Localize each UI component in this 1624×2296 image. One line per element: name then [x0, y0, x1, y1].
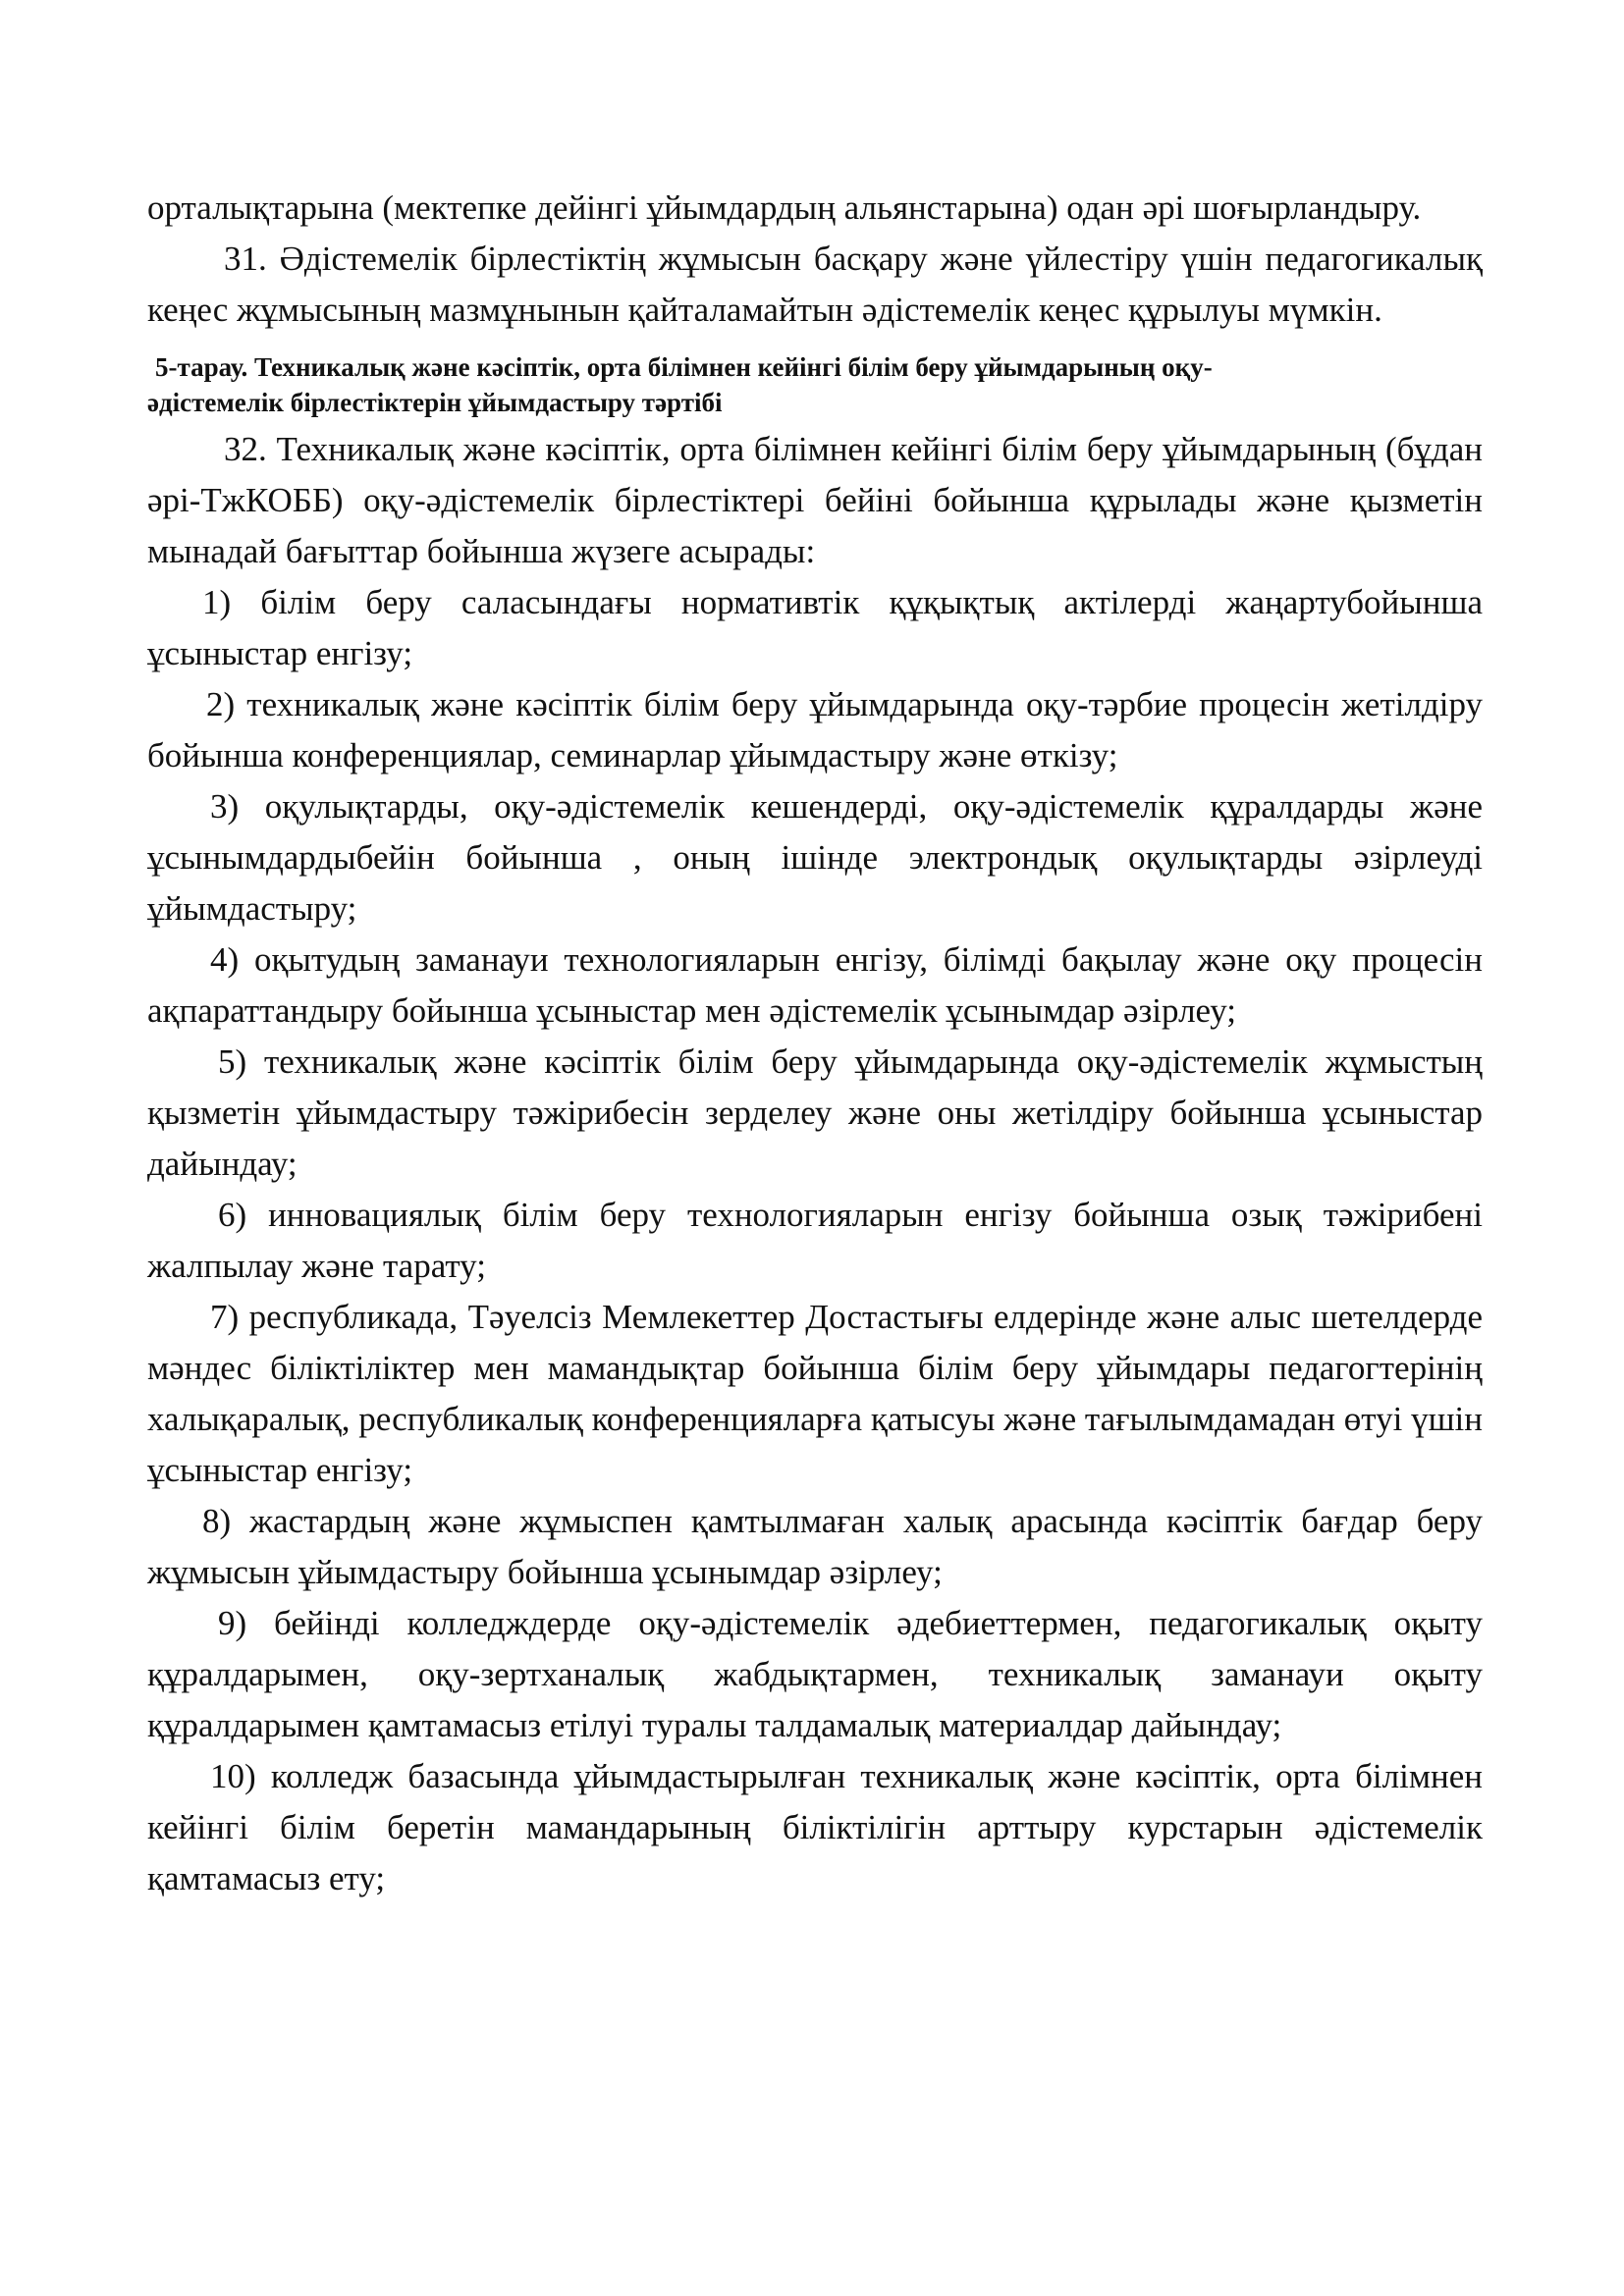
- list-item-10: 10) колледж базасында ұйымдастырылған техникалық және кәсіптік, орта білімнен кейінгі білім беретін мамандарының біліктілігін арттыру курстарын әдістемелік қамтамасыз ету;: [147, 1757, 1483, 1897]
- list-item-4: 4) оқытудың заманауи технологияларын енгізу, білімді бақылау және оқу процесін ақпараттандыру бойынша ұсыныстар мен әдістемелік ұсынымдар әзірлеу;: [147, 940, 1483, 1030]
- list-item-9: 9) бейінді колледждерде оқу-әдістемелік әдебиеттермен, педагогикалық оқыту құралдарымен, оқу-зертханалық жабдықтармен, техникалық заманауи оқыту құралдарымен қамтамасыз етілуі туралы талдамалық материалдар дайындау;: [147, 1604, 1483, 1744]
- list-item-6: 6) инновациялық білім беру технологияларын енгізу бойынша озық тәжірибені жалпылау және тарату;: [147, 1196, 1483, 1285]
- list-item-1: 1) білім беру саласындағы нормативтік құқықтық актілерді жаңартубойынша ұсыныстар енгізу;: [147, 583, 1483, 672]
- list-item-3: 3) оқулықтарды, оқу-әдістемелік кешендерді, оқу-әдістемелік құралдарды және ұсынымдардыбейін бойынша , оның ішінде электрондық оқулықтарды әзірлеуді ұйымдастыру;: [147, 787, 1483, 928]
- section-heading-line2: әдістемелік бірлестіктерін ұйымдастыру тәртібі: [147, 388, 723, 417]
- paragraph-31: 31. Әдістемелік бірлестіктің жұмысын басқару және үйлестіру үшін педагогикалық кеңес жұмысының мазмұнынын қайталамайтын әдістемелік кеңес құрылуы мүмкін.: [147, 240, 1483, 329]
- section-heading-line1: 5-тарау. Техникалық және кәсіптік, орта білімнен кейінгі білім беру ұйымдарының оқу-: [155, 352, 1213, 382]
- list-item-8: 8) жастардың және жұмыспен қамтылмаған халық арасында кәсіптік бағдар беру жұмысын ұйымдастыру бойынша ұсынымдар әзірлеу;: [147, 1502, 1483, 1591]
- section-heading: [147, 349, 1483, 420]
- document-page: [147, 183, 1483, 1904]
- list-item-5: 5) техникалық және кәсіптік білім беру ұйымдарында оқу-әдістемелік жұмыстың қызметін ұйымдастыру тәжірибесін зерделеу және оны жетілдіру бойынша ұсыныстар дайындау;: [147, 1042, 1483, 1183]
- paragraph-32: 32. Техникалық және кәсіптік, орта білімнен кейінгі білім беру ұйымдарының (бұдан әрі-ТжКОББ) оқу-әдістемелік бірлестіктері бейіні бойынша құрылады және қызметін мынадай бағыттар бойынша жүзеге асырады:: [147, 430, 1483, 570]
- list-item-2: 2) техникалық және кәсіптік білім беру ұйымдарында оқу-тәрбие процесін жетілдіру бойынша конференциялар, семинарлар ұйымдастыру және өткізу;: [147, 685, 1483, 774]
- paragraph-continuation: орталықтарына (мектепке дейінгі ұйымдардың альянстарына) одан әрі шоғырландыру.: [147, 188, 1422, 227]
- list-item-7: 7) республикада, Тәуелсіз Мемлекеттер Достастығы елдерінде және алыс шетелдерде мәндес біліктіліктер мен мамандықтар бойынша білім беру ұйымдары педагогтерінің халықаралық, республикалық конференцияларға қатысуы және тағылымдамадан өтуі үшін ұсыныстар енгізу;: [147, 1298, 1483, 1489]
